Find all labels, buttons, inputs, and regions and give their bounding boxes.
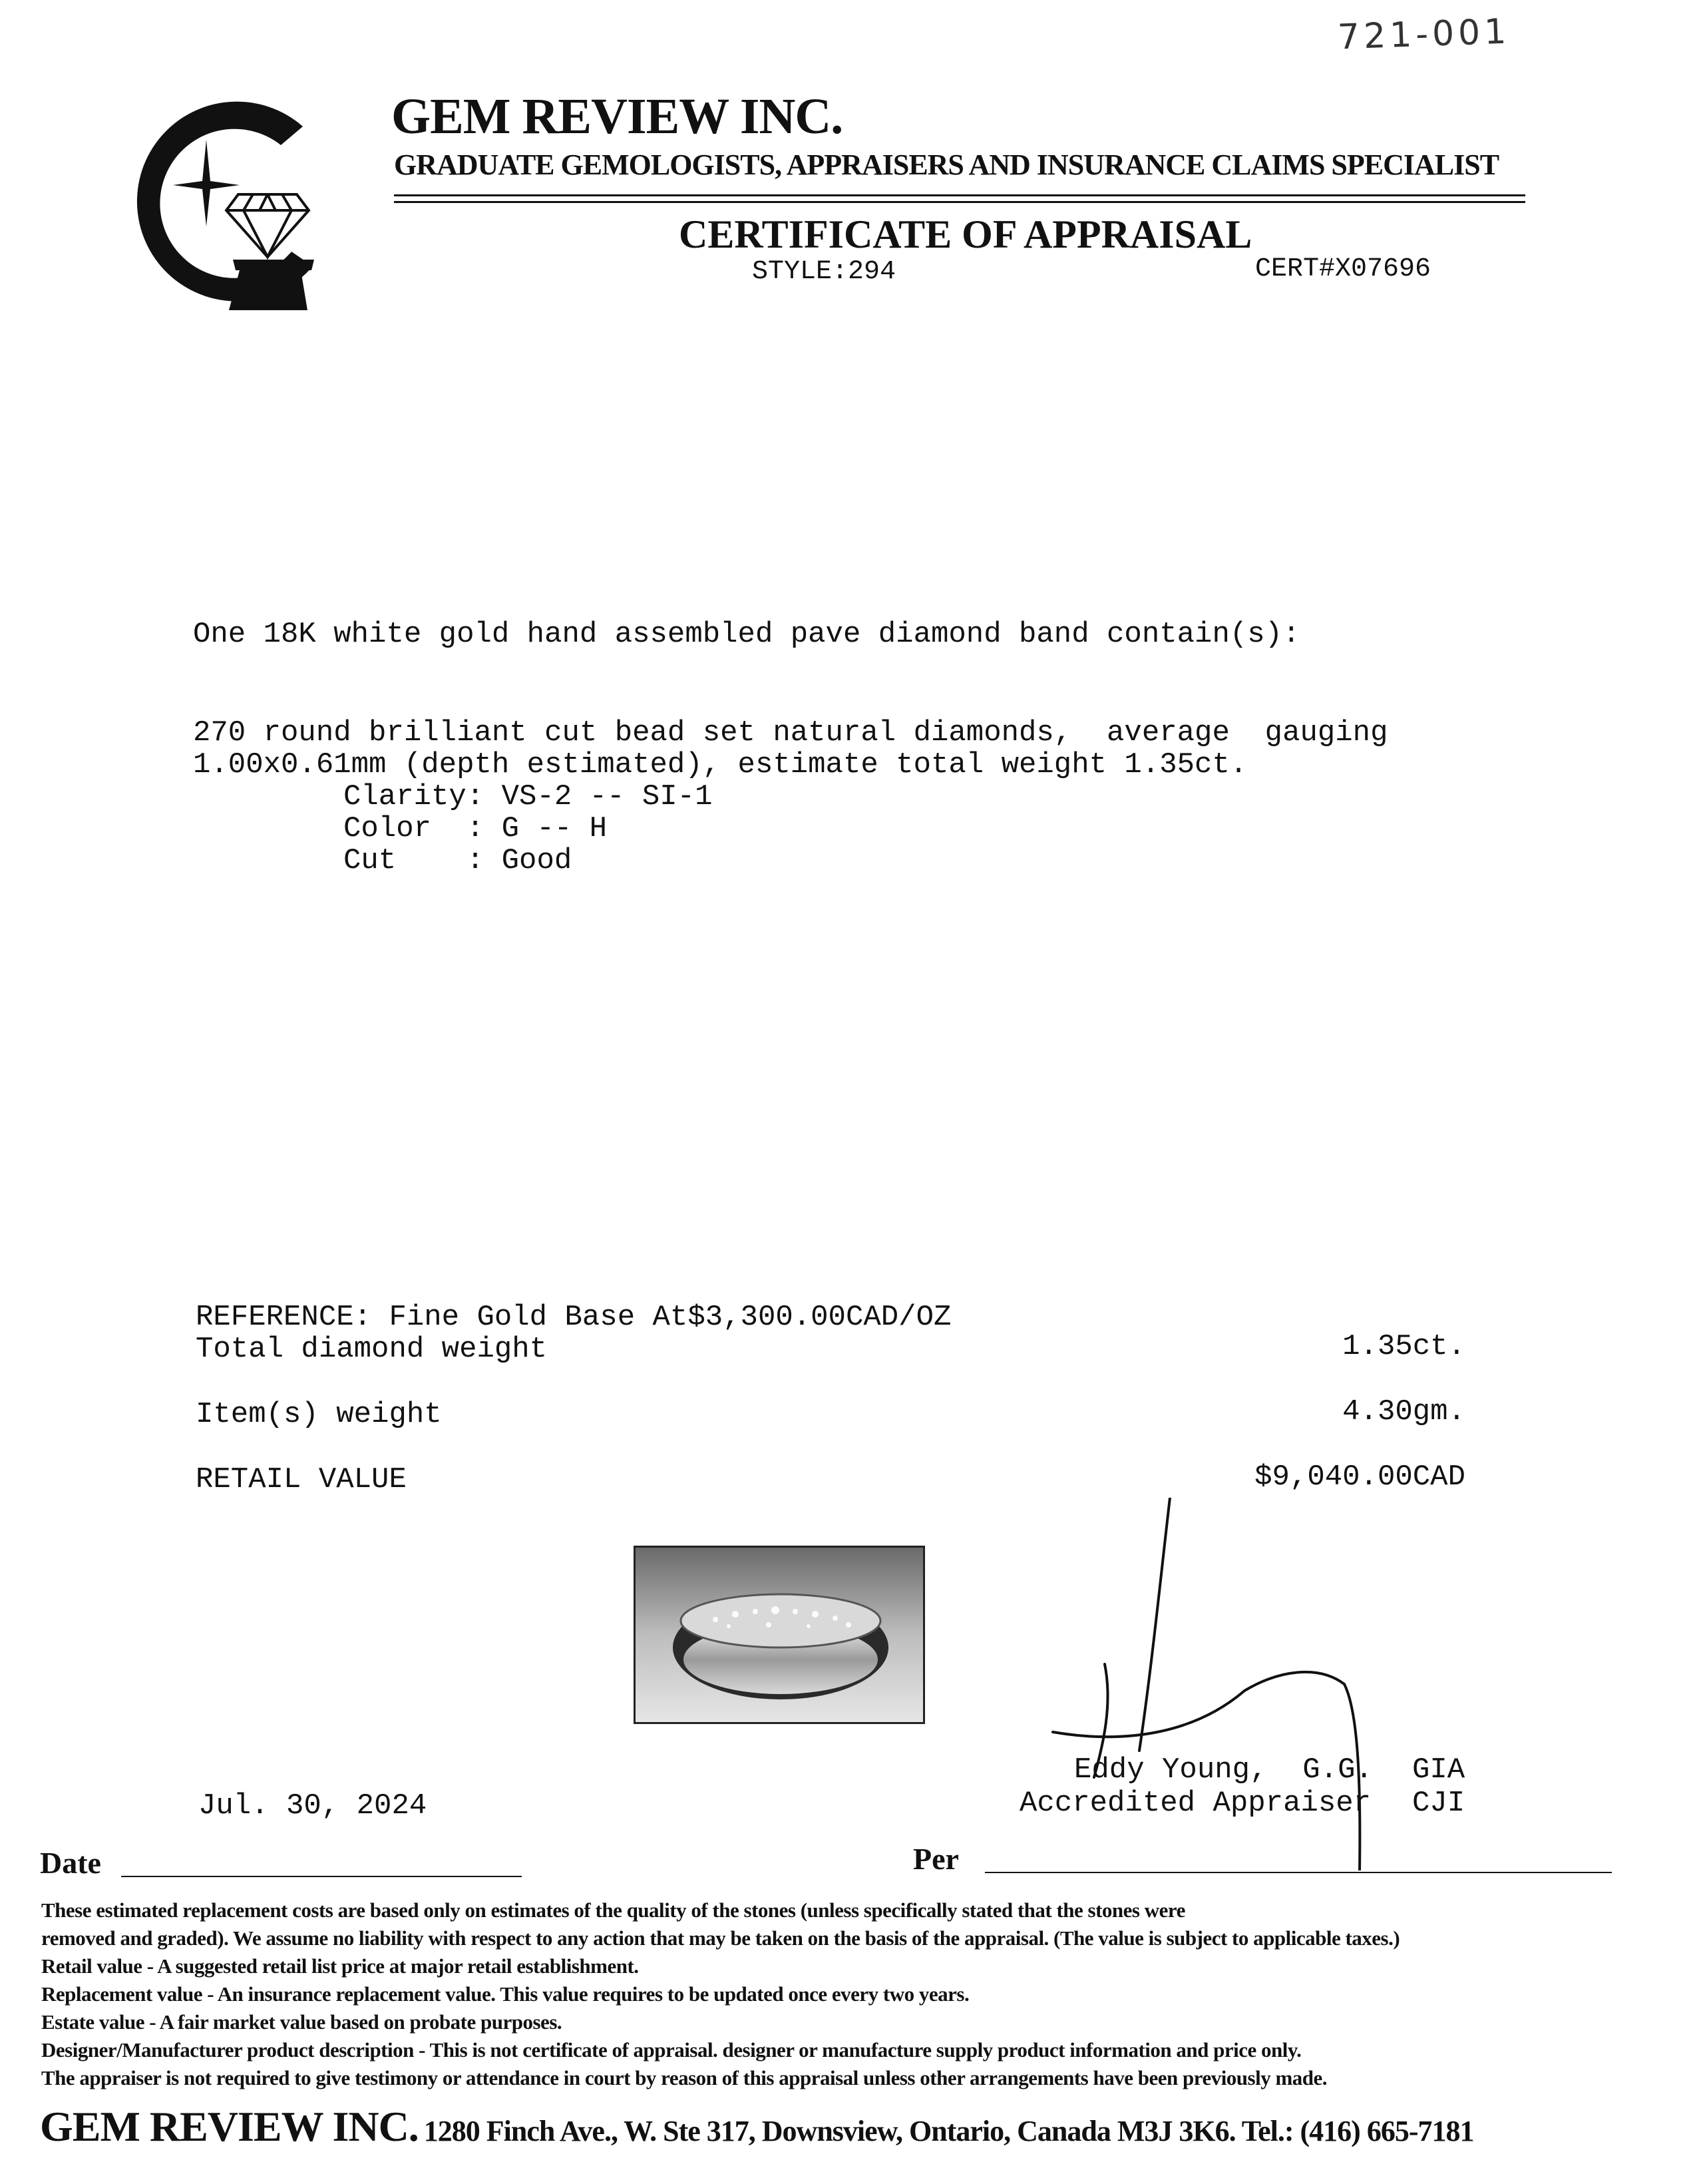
company-logo-icon [133,100,333,313]
diamond-details-line-2: 1.00x0.61mm (depth estimated), estimate total weight 1.35ct. [193,748,1248,781]
cji-credential: CJI [1412,1787,1465,1820]
disclaimer-line: Retail value - A suggested retail list price at major retail establishment. [41,1954,639,1978]
date-label: Date [40,1846,101,1880]
company-name: GEM REVIEW INC. [391,89,843,144]
disclaimer-line: The appraiser is not required to give testimony or attendance in court by reason of this appraisal unless other arrangements have been previously made. [41,2066,1328,2089]
appraiser-title: Accredited Appraiser [1020,1787,1372,1820]
item-weight-label: Item(s) weight [196,1398,442,1431]
certificate-number: CERT#X07696 [1255,254,1431,284]
style-number: STYLE:294 [752,257,896,287]
cut-spec: Cut : Good [343,844,572,877]
retail-value-amount: $9,040.00CAD [1254,1460,1465,1494]
per-signature-line [985,1872,1612,1873]
company-tagline: GRADUATE GEMOLOGISTS, APPRAISERS AND INSURANCE CLAIMS SPECIALIST [394,148,1499,181]
clarity-spec: Clarity: VS-2 -- SI-1 [343,780,713,813]
disclaimer-line: Replacement value - An insurance replacement value. This value requires to be updated once every two years. [41,1982,970,2006]
item-weight-value: 4.30gm. [1342,1395,1465,1428]
header-rule-bottom [394,201,1525,203]
handwritten-reference: 721-001 [1337,11,1511,58]
disclaimer-line: These estimated replacement costs are based only on estimates of the quality of the stones (unless specifically stated that the stones were [41,1898,1185,1922]
disclaimer-line: removed and graded). We assume no liability with respect to any action that may be taken on the basis of the appraisal. (The value is subject to applicable taxes.) [41,1926,1400,1950]
diamond-details-line-1: 270 round brilliant cut bead set natural diamonds, average gauging [193,716,1388,750]
retail-value-label: RETAIL VALUE [196,1463,407,1496]
appraiser-name: Eddy Young, G.G. [1074,1753,1373,1787]
diamond-weight-value: 1.35ct. [1342,1330,1465,1363]
diamond-weight-label: Total diamond weight [196,1333,548,1366]
certificate-title: CERTIFICATE OF APPRAISAL [679,212,1252,256]
per-label: Per [913,1842,959,1876]
footer-address: 1280 Finch Ave., W. Ste 317, Downsview, Ontario, Canada M3J 3K6. Tel.: (416) 665-7181 [423,2115,1474,2147]
appraisal-date: Jul. 30, 2024 [198,1789,427,1823]
disclaimer-line: Designer/Manufacturer product description - This is not certificate of appraisal. designer or manufacture supply product information and price only. [41,2038,1302,2062]
gia-credential: GIA [1412,1753,1465,1787]
color-spec: Color : G -- H [343,812,608,845]
header-rule-top [394,194,1525,196]
footer [40,2102,1473,2151]
ring-photo [634,1546,925,1724]
item-description: One 18K white gold hand assembled pave diamond band contain(s): [193,618,1300,651]
date-signature-line [121,1876,522,1877]
footer-company-name: GEM REVIEW INC. [40,2103,419,2150]
gold-reference: REFERENCE: Fine Gold Base At$3,300.00CAD/OZ [196,1301,952,1334]
disclaimer-line: Estate value - A fair market value based on probate purposes. [41,2010,562,2034]
